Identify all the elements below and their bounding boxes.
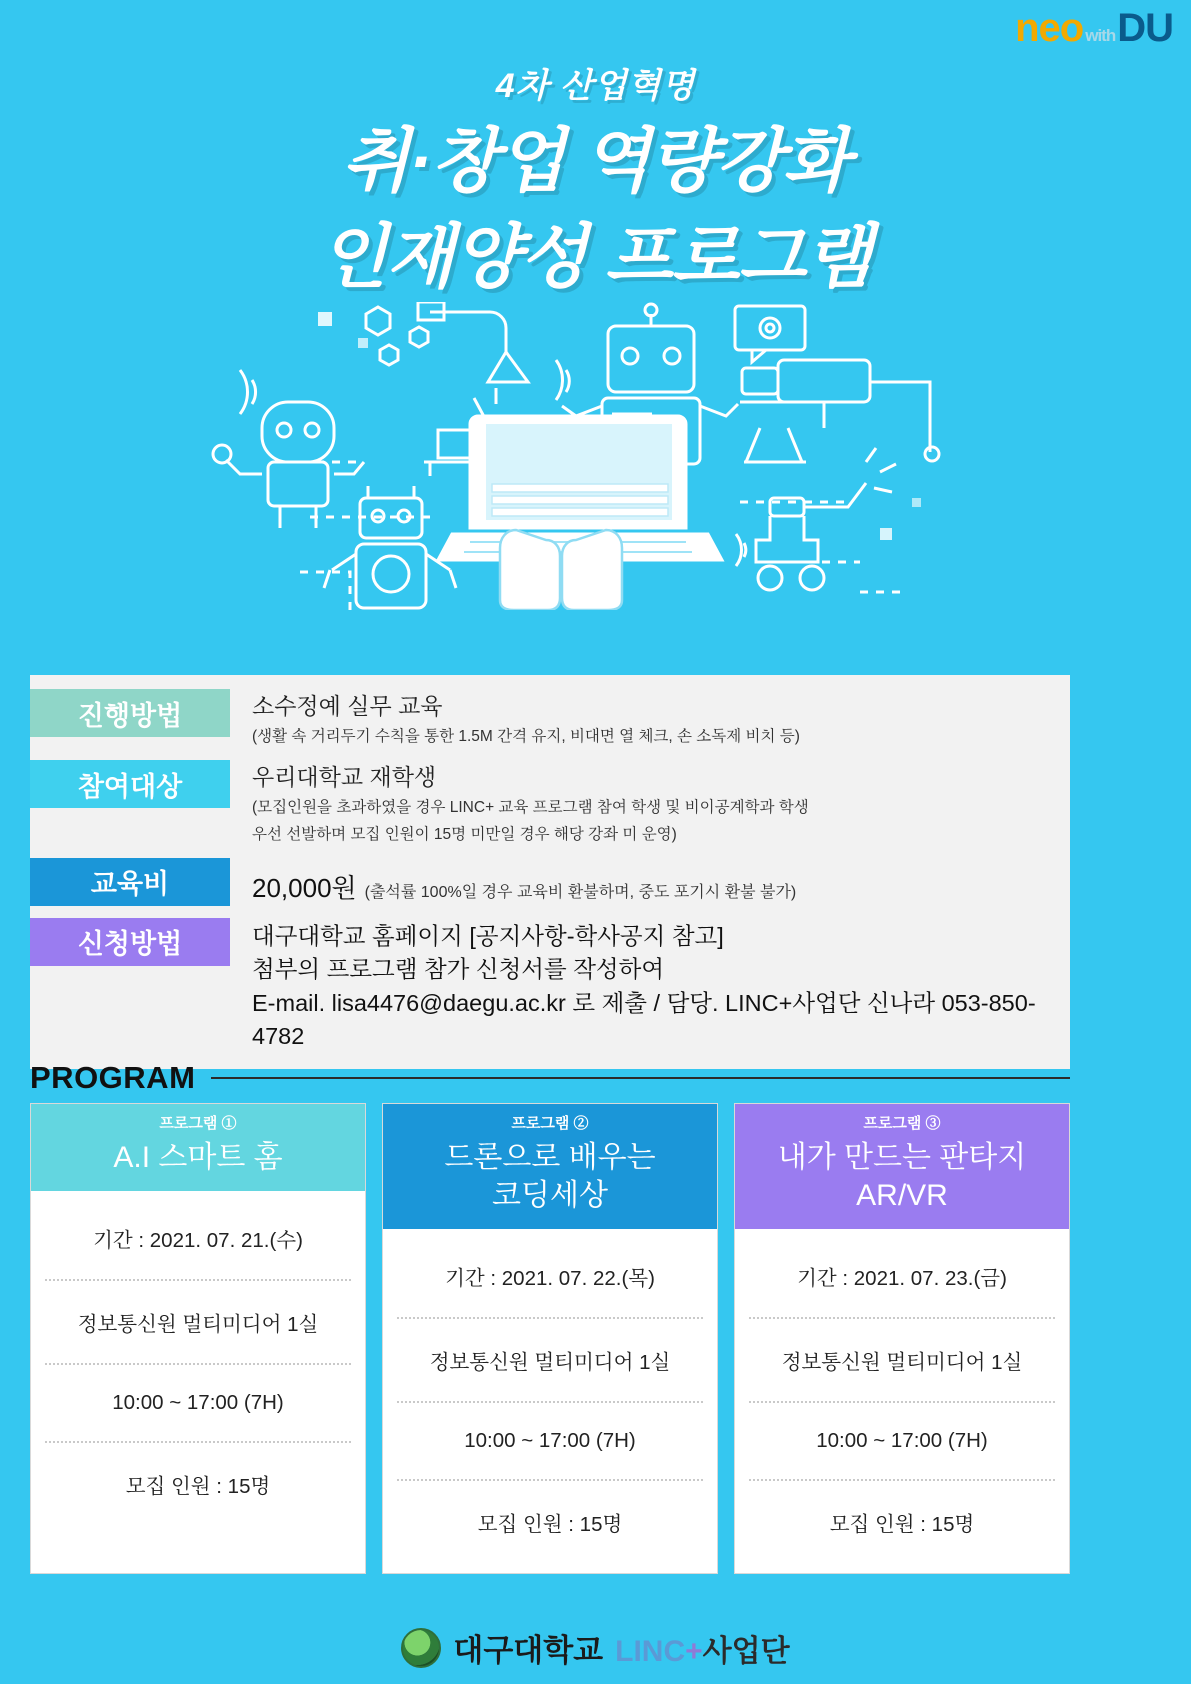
info-row-fee — [30, 858, 1070, 906]
headline-line-1: 취·창업 역량강화 — [341, 122, 850, 200]
program-period: 기간 : 2021. 07. 23.(금) — [749, 1235, 1055, 1319]
info-tag-fee: 교육비 — [30, 858, 230, 906]
footer-linc-plus: + — [685, 1634, 703, 1668]
info-body-apply — [230, 918, 1070, 1053]
program-place: 정보통신원 멀티미디어 1실 — [397, 1319, 703, 1403]
program-period: 기간 : 2021. 07. 21.(수) — [45, 1197, 351, 1281]
headline-kicker: 4차 산업혁명 — [495, 67, 696, 105]
footer-linc-logo — [615, 1626, 789, 1670]
info-main-target: 우리대학교 재학생 — [252, 764, 437, 791]
program-card-kicker: 프로그램 ② — [511, 1115, 589, 1132]
info-sub-target-2: 우선 선발하며 모집 인원이 15명 미만일 경우 해당 강좌 미 운영) — [252, 825, 677, 843]
info-row-apply — [30, 918, 1070, 1053]
brand-neo-text: neo — [1015, 6, 1084, 50]
program-card-rows — [31, 1191, 365, 1535]
program-place: 정보통신원 멀티미디어 1실 — [45, 1281, 351, 1365]
program-quota: 모집 인원 : 15명 — [829, 1512, 975, 1536]
program-card-kicker: 프로그램 ① — [159, 1115, 237, 1132]
apply-line-1: 대구대학교 홈페이지 [공지사항-학사공지 참고] — [252, 922, 724, 949]
info-tag-apply: 신청방법 — [30, 918, 230, 966]
footer — [0, 1625, 1191, 1670]
program-card-title-line-1: 내가 만드는 판타지 — [777, 1141, 1027, 1174]
info-tag-method: 진행방법 — [30, 689, 230, 737]
footer-linc-text: LINC — [615, 1634, 686, 1668]
footer-linc-org: 사업단 — [702, 1634, 790, 1668]
info-row-method — [30, 689, 1070, 748]
program-place: 정보통신원 멀티미디어 1실 — [749, 1319, 1055, 1403]
program-time: 10:00 ~ 17:00 (7H) — [45, 1365, 351, 1443]
program-time: 10:00 ~ 17:00 (7H) — [749, 1403, 1055, 1481]
program-card-title-line-2: AR/VR — [856, 1178, 948, 1212]
program-card-rows — [383, 1229, 717, 1573]
info-main-method: 소수정예 실무 교육 — [252, 693, 443, 719]
footer-university-name: 대구대학교 — [453, 1633, 604, 1668]
program-card-header — [31, 1104, 365, 1191]
info-tag-target: 참여대상 — [30, 760, 230, 808]
apply-line-3: E-mail. lisa4476@daegu.ac.kr 로 제출 / 담당. LINC+사업단 신나라 053-850-4782 — [252, 989, 1036, 1049]
poster-headline — [0, 0, 1191, 302]
program-card-header — [735, 1104, 1069, 1229]
divider — [211, 1077, 1070, 1079]
program-period: 기간 : 2021. 07. 22.(목) — [397, 1235, 703, 1319]
apply-line-2: 첨부의 프로그램 참가 신청서를 작성하여 — [252, 956, 665, 983]
info-body-fee — [230, 858, 796, 905]
robot-illustration — [0, 302, 1191, 610]
program-card-title-line-1: A.I 스마트 홈 — [113, 1141, 283, 1174]
program-card — [30, 1103, 366, 1574]
program-card-rows — [735, 1229, 1069, 1573]
program-quota: 모집 인원 : 15명 — [125, 1474, 271, 1498]
program-card-title-line-1: 드론으로 배우는 — [444, 1141, 656, 1174]
program-section-header — [30, 1060, 1070, 1096]
headline-line-2: 인재양성 프로그램 — [319, 217, 872, 296]
info-row-target — [30, 760, 1070, 846]
program-card-kicker: 프로그램 ③ — [863, 1115, 941, 1132]
program-card — [382, 1103, 718, 1574]
info-body-method — [230, 689, 800, 748]
fee-note: (출석률 100%일 경우 교육비 환불하며, 중도 포기시 환불 불가) — [364, 883, 797, 901]
program-card-title-line-2: 코딩세상 — [492, 1178, 608, 1212]
program-card-list — [30, 1103, 1070, 1574]
info-sub-method: (생활 속 거리두기 수칙을 통한 1.5M 간격 유지, 비대면 열 체크, 손 소독제 비치 등) — [252, 728, 800, 746]
program-section-label: PROGRAM — [30, 1060, 196, 1095]
info-panel — [30, 675, 1070, 1069]
program-quota: 모집 인원 : 15명 — [477, 1512, 623, 1536]
info-body-target — [230, 760, 809, 846]
info-sub-target-1: (모집인원을 초과하였을 경우 LINC+ 교육 프로그램 참여 학생 및 비이공계학과 학생 — [252, 799, 809, 817]
university-seal-icon — [401, 1628, 441, 1668]
brand-logo — [1015, 8, 1173, 48]
program-card-header — [383, 1104, 717, 1229]
brand-du-text: DU — [1117, 6, 1173, 50]
fee-amount: 20,000원 — [252, 872, 357, 903]
program-time: 10:00 ~ 17:00 (7H) — [397, 1403, 703, 1481]
brand-with-text: with — [1085, 26, 1116, 45]
program-card — [734, 1103, 1070, 1574]
